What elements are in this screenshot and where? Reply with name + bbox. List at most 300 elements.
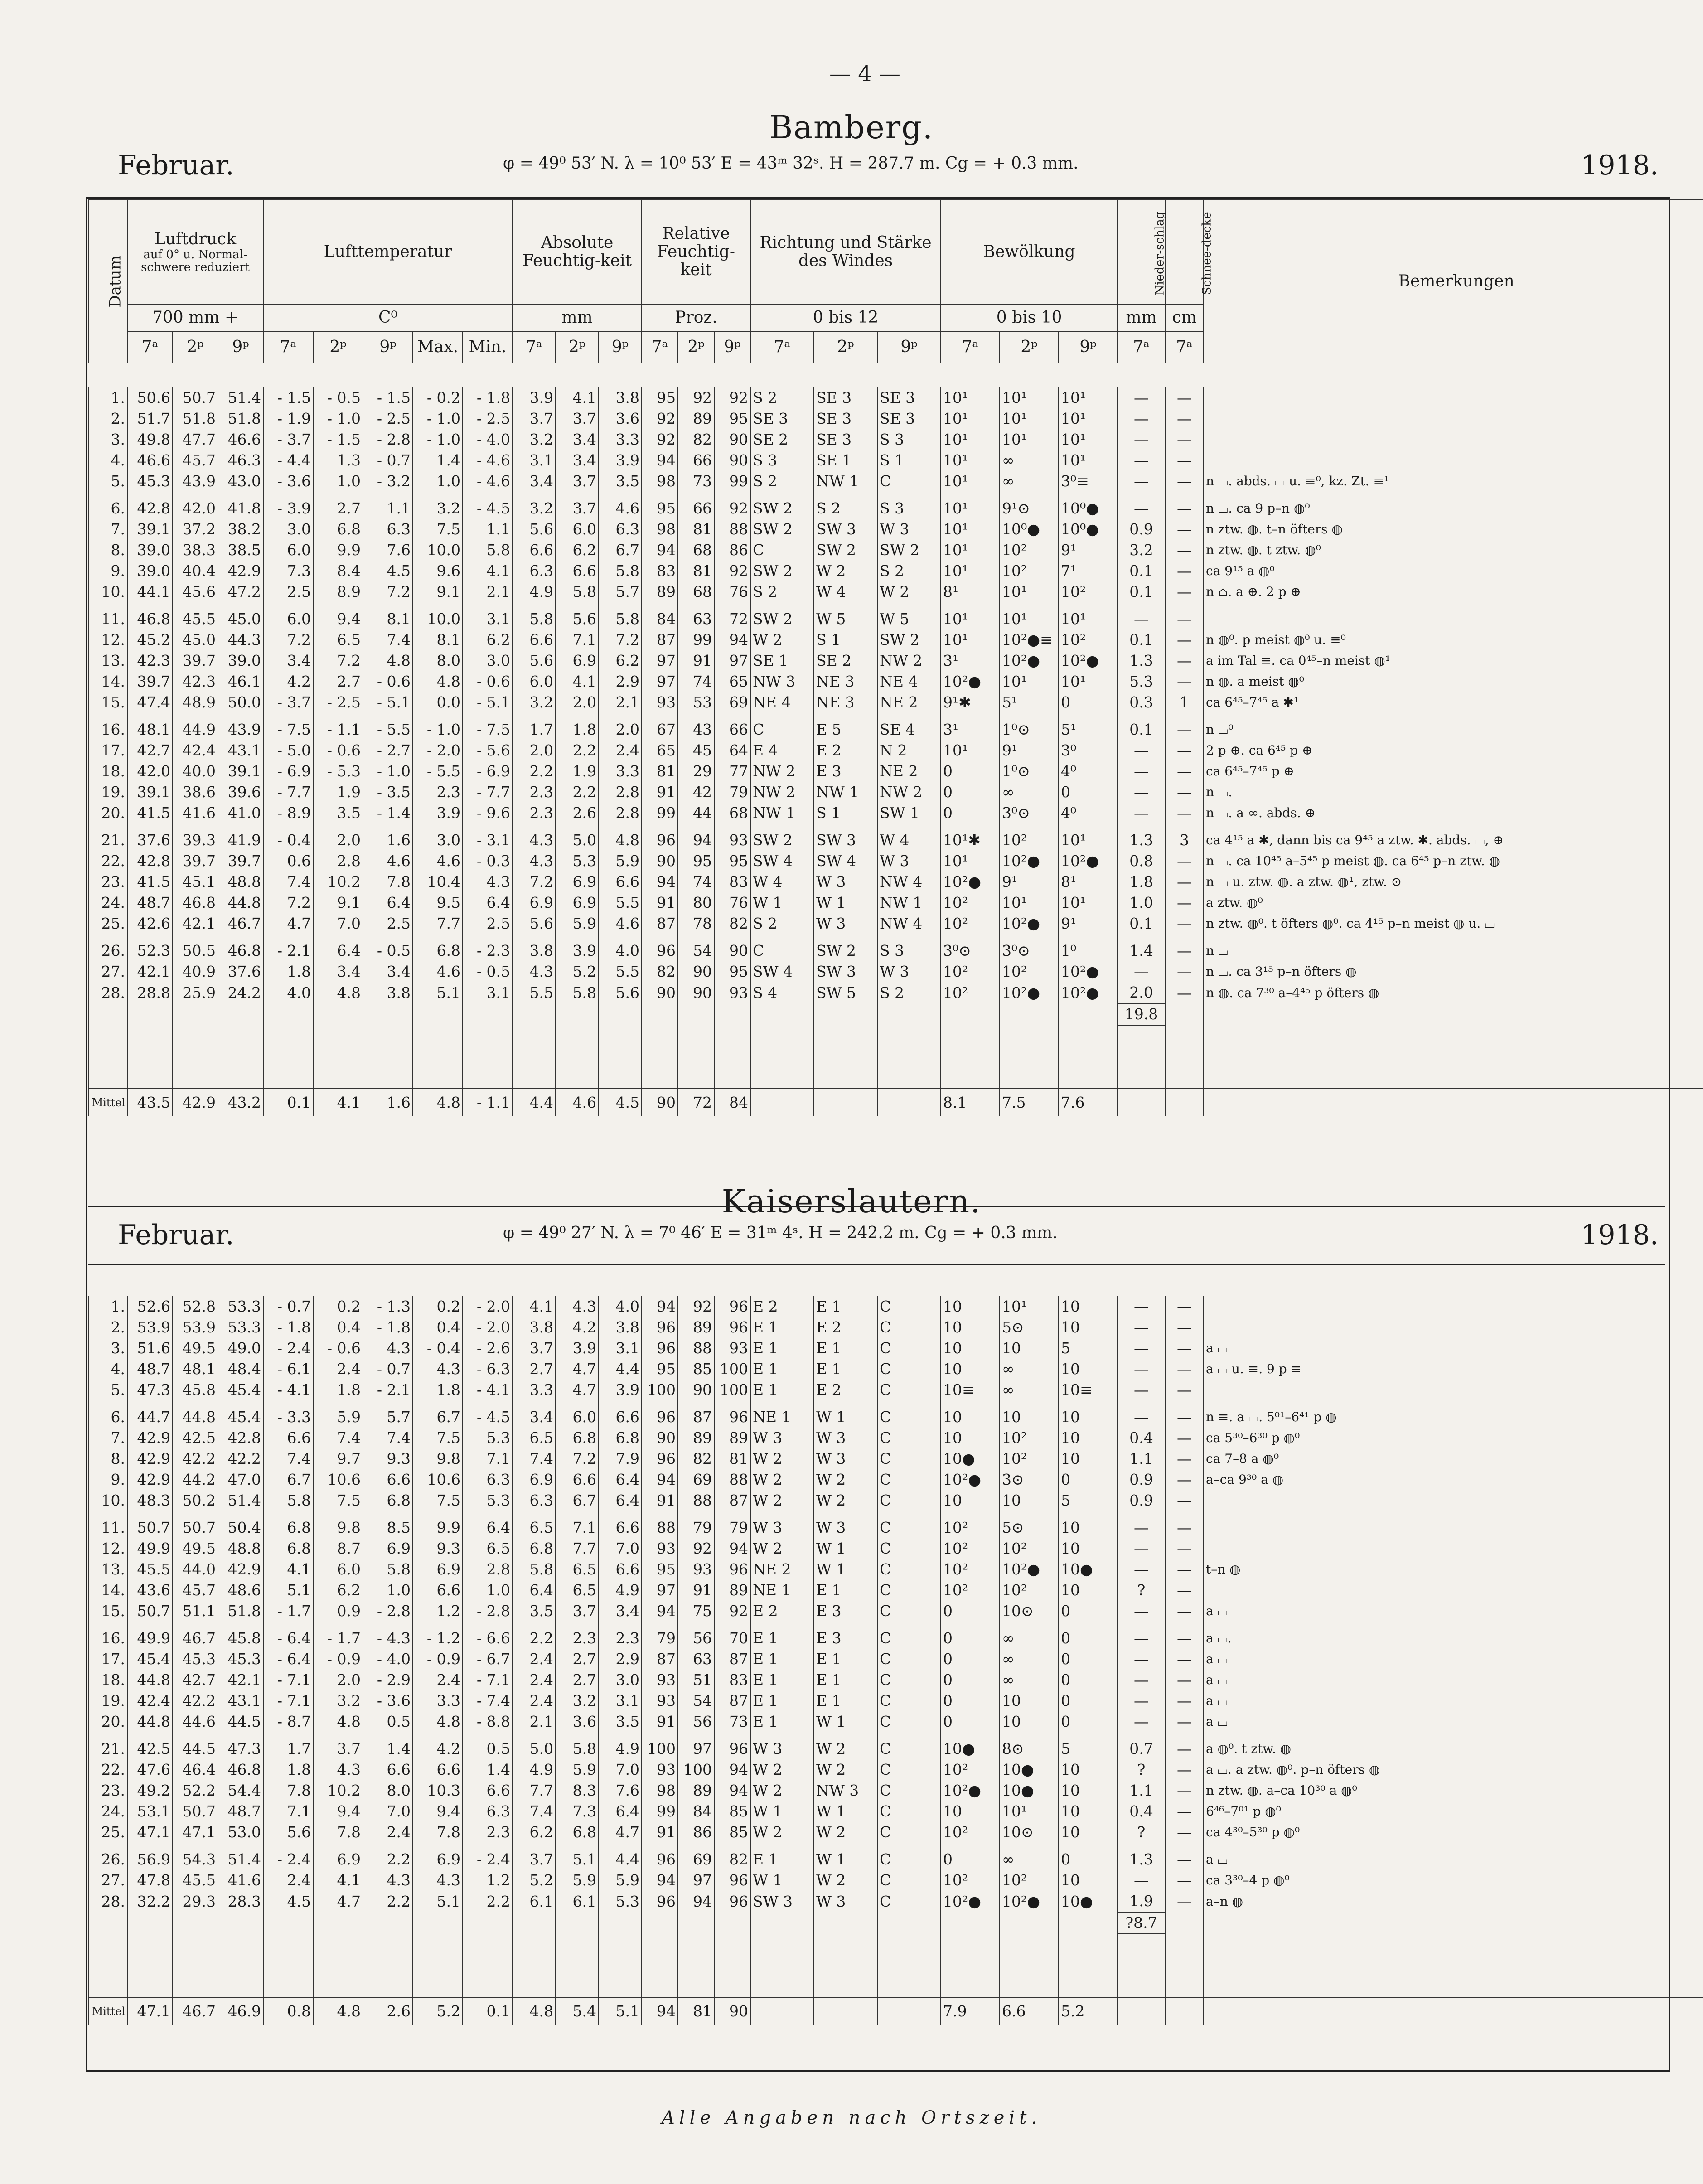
table-cell: 64 [714,740,750,761]
gap-cell [877,492,941,498]
table-cell: 3.5 [599,471,642,492]
gap-cell [642,713,678,719]
time-header-17: 7ᵃ [941,331,1000,363]
gap-cell [1165,1955,1204,1976]
table-cell: 8⊙ [1000,1738,1059,1759]
table-cell: 2.9 [599,1649,642,1670]
table-cell: - 7.1 [263,1670,313,1690]
gap-cell [363,1622,413,1628]
gap-cell [678,1976,714,1997]
table-cell: 2.0 [313,1670,363,1690]
table-cell: — [1165,671,1204,692]
header-datum [89,200,127,363]
table-cell: 44.8 [218,892,263,913]
table-cell: 89 [678,408,714,429]
sum-cell [750,1003,814,1025]
gap-cell [642,1511,678,1517]
gap-cell [363,1511,413,1517]
table-cell: 3. [89,429,127,450]
gap-cell [941,1934,1000,1955]
table-cell: 8.7 [313,1538,363,1559]
table-cell: ∞ [1000,1628,1059,1649]
gap-cell [463,713,513,719]
time-header-0: 7ᵃ [127,331,173,363]
table-cell: 4.8 [313,982,363,1003]
header-luftdruck-sub: auf 0° u. Normal-schwere reduziert [141,248,250,274]
table-cell: 6.3 [599,519,642,540]
table-cell: 1.9 [1118,1891,1165,1912]
table-cell: 94 [642,450,678,471]
table-cell: 5.8 [556,1738,599,1759]
gap-cell [1118,934,1165,940]
table-cell: — [1165,1601,1204,1622]
gap-cell [263,1976,313,1997]
table-cell: - 0.7 [363,450,413,471]
table-cell: 46.6 [127,450,173,471]
gap-cell [313,823,363,830]
table-cell: 13. [89,1559,127,1580]
table-cell: NW 1 [877,892,941,913]
table-cell: 8.9 [313,581,363,602]
table-cell: 51.8 [218,1601,263,1622]
gap-cell [1059,492,1118,498]
table-cell: ca 9¹⁵ a ◍⁰ [1204,561,1703,581]
table-row [89,1317,1703,1338]
table-cell: SW 2 [814,940,877,961]
table-cell: 25. [89,1822,127,1843]
table-cell: W 1 [814,1711,877,1732]
gap-cell [556,1976,599,1997]
table-row [89,1690,1703,1711]
table-cell: 6.3 [513,561,556,581]
sum-cell [678,1003,714,1025]
table-cell: 47.0 [218,1469,263,1490]
table-cell: 10¹ [941,429,1000,450]
gap-cell [513,1067,556,1089]
table-cell: 10● [1000,1780,1059,1801]
table-cell: 91 [642,1490,678,1511]
table-cell: 1.1 [1118,1448,1165,1469]
table-cell: 17. [89,1649,127,1670]
gap-cell [413,1934,463,1955]
table-cell: 37.6 [127,830,173,851]
table-cell: 10 [1059,1296,1118,1317]
gap-cell [877,1046,941,1067]
table-cell: 39.1 [127,782,173,803]
table-cell: 6.6 [599,1407,642,1428]
table-cell: NW 2 [877,650,941,671]
table-cell: 28. [89,982,127,1003]
table-cell: 1.8 [263,1759,313,1780]
table-cell: 1.6 [363,830,413,851]
table-cell: W 3 [814,1517,877,1538]
table-cell: — [1165,1407,1204,1428]
gap-cell [599,823,642,830]
gap-cell [313,602,363,609]
table-row [89,609,1703,630]
table-cell: 10² [941,1822,1000,1843]
gap-cell [513,1622,556,1628]
table-cell: 7.0 [599,1538,642,1559]
table-cell: C [877,1317,941,1338]
table-cell: n ⌴⁰ [1204,719,1703,740]
gap-cell [313,1934,363,1955]
unit-wind: 0 bis 12 [750,304,941,331]
table-cell: - 3.1 [463,830,513,851]
table-cell: — [1165,1849,1204,1870]
table-cell: 29 [678,761,714,782]
gap-cell [1118,602,1165,609]
table-cell: ? [1118,1822,1165,1843]
mittel-cell: 42.9 [173,1089,218,1116]
table-cell: - 1.0 [413,719,463,740]
table-cell: 10¹ [941,408,1000,429]
table-cell: 3.7 [513,1338,556,1359]
gap-cell [750,1622,814,1628]
table-cell: 2.4 [363,1822,413,1843]
table-cell: 9.9 [313,540,363,561]
table-cell: — [1118,498,1165,519]
table-cell: C [877,1601,941,1622]
table-cell: 0.4 [1118,1801,1165,1822]
table-cell: — [1118,387,1165,408]
sum-cell [363,1912,413,1934]
gap-cell [1000,1622,1059,1628]
table-cell: W 2 [750,1759,814,1780]
table-cell: 50.7 [127,1517,173,1538]
table-cell: 42.5 [173,1428,218,1448]
sum-cell [714,1912,750,1934]
table-cell: 7.1 [463,1448,513,1469]
table-cell: 4.9 [599,1738,642,1759]
table-cell: 5.6 [599,982,642,1003]
gap-cell [678,602,714,609]
time-header-1: 2ᵖ [173,331,218,363]
sum-cell [313,1912,363,1934]
table-cell: 10● [1059,1559,1118,1580]
gap-cell [513,1843,556,1849]
table-cell: 6.1 [513,1891,556,1912]
table-cell: 1.4 [1118,940,1165,961]
table-cell: - 1.0 [413,429,463,450]
table-cell: 10 [1059,1580,1118,1601]
table-cell: ca 6⁴⁵–7⁴⁵ p ⊕ [1204,761,1703,782]
table-cell: E 1 [750,1849,814,1870]
table-cell: SE 3 [750,408,814,429]
table-cell: 42.0 [127,761,173,782]
table-cell: 10 [1059,1428,1118,1448]
table-cell: E 2 [814,1317,877,1338]
table-cell: 10² [1000,1538,1059,1559]
table-cell: — [1118,1338,1165,1359]
table-cell: 3.3 [513,1380,556,1400]
table-cell: 65 [642,740,678,761]
table-cell: 2.8 [313,851,363,872]
table-cell: 65 [714,671,750,692]
table-cell: 0 [1059,782,1118,803]
table-cell: - 1.8 [263,1317,313,1338]
table-cell: 89 [678,1428,714,1448]
gap-cell [1204,1955,1703,1976]
table-row [89,740,1703,761]
sum-cell [463,1912,513,1934]
table-cell: 54.4 [218,1780,263,1801]
gap-cell [173,1955,218,1976]
table-cell: 0 [941,1690,1000,1711]
table-cell: 51.1 [173,1601,218,1622]
mittel-cell [1204,1997,1703,2025]
table-cell: 26. [89,940,127,961]
table-cell: 5.0 [513,1738,556,1759]
table-cell: 0 [941,803,1000,823]
mittel-cell: 47.1 [127,1997,173,2025]
gap-cell [263,934,313,940]
gap-cell [750,1955,814,1976]
table-cell: 91 [642,892,678,913]
table-cell: 0 [941,1849,1000,1870]
mittel-cell: 4.6 [556,1089,599,1116]
table-cell: 10● [941,1448,1000,1469]
table-cell: 6.2 [463,630,513,650]
table-cell: 0 [1059,1469,1118,1490]
table-cell: — [1165,581,1204,602]
table-cell: 46.7 [173,1628,218,1649]
table-cell: 81 [678,561,714,581]
header-bemerkungen: Bemerkungen [1204,200,1703,363]
mittel-cell: 4.8 [413,1089,463,1116]
table-cell: 44.0 [173,1559,218,1580]
table-row [89,1891,1703,1912]
table-cell: 66 [714,719,750,740]
table-cell: 3.9 [556,1338,599,1359]
table-cell: 48.9 [173,692,218,713]
table-cell: 7.2 [263,892,313,913]
table-cell: 10¹ [941,498,1000,519]
mittel-cell: 90 [642,1089,678,1116]
table-cell: 7.7 [556,1538,599,1559]
sum-cell [513,1912,556,1934]
table-cell: 10 [1000,1407,1059,1428]
table-cell: 43.9 [173,471,218,492]
mittel-cell: 5.2 [413,1997,463,2025]
table-cell: 4.3 [313,1759,363,1780]
table-cell: 0 [1059,1849,1118,1870]
gap-cell [513,1955,556,1976]
table-cell: — [1118,1870,1165,1891]
table-cell: 46.8 [127,609,173,630]
table-cell: 9.6 [413,561,463,581]
table-cell: 39.3 [173,830,218,851]
table-cell: 5. [89,471,127,492]
gap-cell [642,1067,678,1089]
gap-cell [173,823,218,830]
table-cell: 89 [678,1317,714,1338]
table-cell: 92 [714,1601,750,1622]
table-cell: 5.9 [599,851,642,872]
gap-cell [263,602,313,609]
table-cell: 10²● [1059,650,1118,671]
sum-cell [642,1003,678,1025]
table-cell: 3.7 [556,471,599,492]
gap-cell [599,1934,642,1955]
gap-cell [642,1046,678,1067]
table-cell: W 1 [814,1407,877,1428]
table-cell: C [877,1559,941,1580]
table-cell: 7.5 [413,1428,463,1448]
table-cell: 2.3 [463,1822,513,1843]
table-cell: 10 [941,1407,1000,1428]
gap-cell [599,1400,642,1407]
table-cell: 10²● [941,1780,1000,1801]
row-gap [89,823,1703,830]
table-cell: 10⊙ [1000,1822,1059,1843]
gap-cell [556,934,599,940]
table-cell: NW 2 [750,782,814,803]
table-cell: 51.4 [218,1490,263,1511]
table-cell: 99 [642,1801,678,1822]
table-cell: 6.4 [463,892,513,913]
gap-cell [642,823,678,830]
table-cell: 15. [89,692,127,713]
gap-cell [642,1025,678,1046]
table-cell: 4.4 [599,1359,642,1380]
table-cell: 2.3 [413,782,463,803]
table-cell: 2.5 [363,913,413,934]
table-cell: SE 4 [877,719,941,740]
gap-cell [750,713,814,719]
table-cell: n ⌴. abds. ⌴ u. ≡⁰, kz. Zt. ≡¹ [1204,471,1703,492]
row-gap [89,602,1703,609]
gap-cell [941,1843,1000,1849]
row-gap [89,713,1703,719]
table-cell: 69 [678,1849,714,1870]
table-cell: — [1118,1538,1165,1559]
row-gap [89,934,1703,940]
table-cell: S 2 [750,913,814,934]
gap-cell [1059,1934,1118,1955]
table-row [89,1649,1703,1670]
table-cell: C [877,1822,941,1843]
gap-cell [263,713,313,719]
table-cell: - 5.5 [413,761,463,782]
gap-cell [1059,1976,1118,1997]
table-cell: 10 [1059,1759,1118,1780]
gap-cell [599,1511,642,1517]
table-cell: - 0.7 [263,1296,313,1317]
mittel-label: Mittel [89,1997,127,2025]
table-cell: - 2.1 [363,1380,413,1400]
table-cell: 6.8 [263,1538,313,1559]
table-cell: 98 [642,471,678,492]
gap-cell [556,1955,599,1976]
table-cell: 43 [678,719,714,740]
table-cell: 0.7 [1118,1738,1165,1759]
table-cell: 5.5 [599,961,642,982]
table-cell: 2. [89,1317,127,1338]
table-cell: - 7.1 [463,1670,513,1690]
sum-cell [1165,1003,1204,1025]
table-cell: 1. [89,1296,127,1317]
table-cell: 9.3 [363,1448,413,1469]
table-row [89,1359,1703,1380]
gap-cell [599,1732,642,1738]
table-cell: E 1 [814,1649,877,1670]
table-cell: - 2.1 [263,940,313,961]
table-cell: 4.3 [363,1338,413,1359]
sum-cell [556,1912,599,1934]
table-cell: 0 [1059,692,1118,713]
gap-cell [1059,823,1118,830]
table-cell: 3⁰⊙ [941,940,1000,961]
table-cell: 91 [642,782,678,803]
table-cell: 5⊙ [1000,1517,1059,1538]
table-cell: 48.8 [218,872,263,892]
header-bewoelkung: Bewölkung [941,200,1118,304]
table-cell: 0.9 [313,1601,363,1622]
table-cell: 22. [89,1759,127,1780]
precipitation-sum: 19.8 [1118,1003,1165,1025]
gap-cell [642,1732,678,1738]
gap-cell [1204,713,1703,719]
gap-cell [1204,1934,1703,1955]
mittel-cell: 1.6 [363,1089,413,1116]
table-cell: 5.3 [463,1490,513,1511]
table-row [89,429,1703,450]
table-cell: - 5.5 [363,719,413,740]
gap-cell [599,1025,642,1046]
row-gap [89,1843,1703,1849]
table-cell: 5.8 [599,561,642,581]
table-cell: 3.4 [263,650,313,671]
table-cell: 29.3 [173,1891,218,1912]
table-cell: 3.4 [513,1407,556,1428]
table-cell: 5.6 [513,650,556,671]
table-cell: 47.3 [218,1738,263,1759]
table-cell: 1.1 [463,519,513,540]
table-cell: 32.2 [127,1891,173,1912]
table-cell: 97 [678,1870,714,1891]
table-cell: E 1 [750,1670,814,1690]
gap-cell [1204,1067,1703,1089]
table-cell: 3.8 [599,1317,642,1338]
table-cell: 5.9 [556,1870,599,1891]
table-cell: 56 [678,1628,714,1649]
gap-cell [89,1046,127,1067]
table-cell: 72 [714,609,750,630]
table-cell: NW 2 [750,761,814,782]
table-cell: NW 3 [750,671,814,692]
table-cell: 50.0 [218,692,263,713]
table-cell: 43.6 [127,1580,173,1601]
table-cell: — [1165,1780,1204,1801]
station-coordinates: φ = 49⁰ 53′ N. λ = 10⁰ 53′ E = 43ᵐ 32ˢ. H = 287.7 m. Cg = + 0.3 mm. [503,154,1079,173]
table-cell: 3 [1165,830,1204,851]
table-cell: 10¹ [1059,408,1118,429]
table-cell: — [1118,803,1165,823]
gap-cell [678,1400,714,1407]
gap-cell [89,823,127,830]
table-cell: 9¹ [1059,540,1118,561]
gap-cell [127,1511,173,1517]
table-cell: W 3 [750,1517,814,1538]
table-cell: - 3.9 [263,498,313,519]
table-cell: 95 [642,1359,678,1380]
table-cell: 51.6 [127,1338,173,1359]
table-cell: 70 [714,1628,750,1649]
table-cell: 2.0 [599,719,642,740]
table-cell: 96 [714,1870,750,1891]
gap-cell [941,1067,1000,1089]
